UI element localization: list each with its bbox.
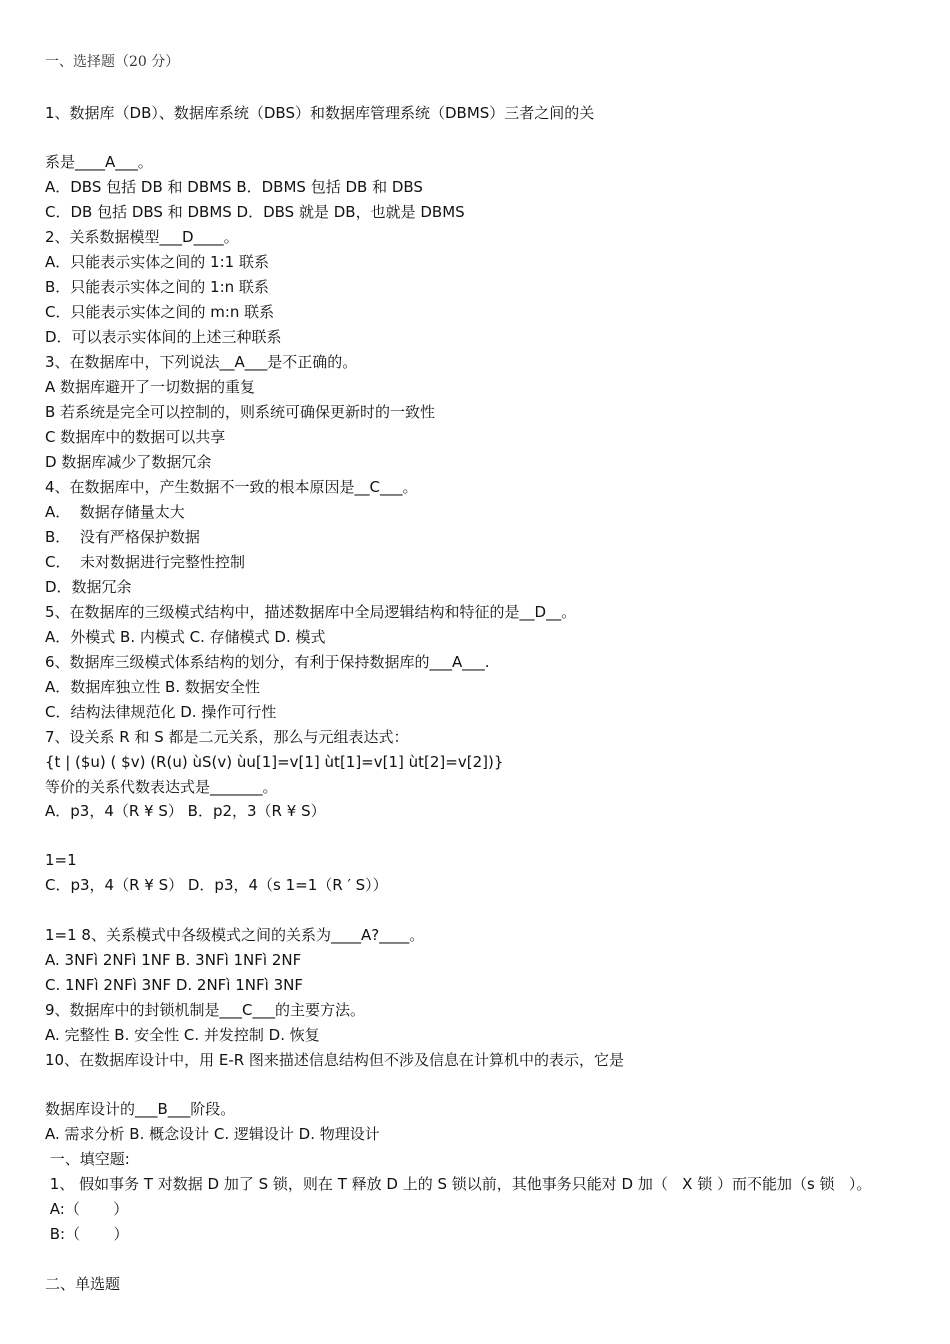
- text-line: C．DB 包括 DBS 和 DBMS D．DBS 就是 DB，也就是 DBMS: [45, 203, 465, 221]
- text-line: C．p3，4（R ¥ S） D．p3，4（s 1=1（R ′ S））: [45, 876, 388, 894]
- text-line: B．只能表示实体之间的 1:n 联系: [45, 278, 269, 296]
- text-line: A．p3，4（R ¥ S） B．p2，3（R ¥ S）: [45, 802, 326, 820]
- text-line: 3、在数据库中，下列说法__A___是不正确的。: [45, 353, 358, 371]
- text-line: C. 1NFì 2NFì 3NF D. 2NFì 1NFì 3NF: [45, 976, 303, 994]
- text-line: A．DBS 包括 DB 和 DBMS B．DBMS 包括 DB 和 DBS: [45, 178, 423, 196]
- text-line: D．可以表示实体间的上述三种联系: [45, 328, 282, 346]
- text-line: A 数据库避开了一切数据的重复: [45, 378, 256, 396]
- text-line: 5、在数据库的三级模式结构中，描述数据库中全局逻辑结构和特征的是__D__。: [45, 603, 577, 621]
- text-line: A. 完整性 B. 安全性 C. 并发控制 D. 恢复: [45, 1026, 320, 1044]
- text-line: 7、设关系 R 和 S 都是二元关系，那么与元组表达式：: [45, 728, 409, 746]
- text-line: 6、数据库三级模式体系结构的划分，有利于保持数据库的___A___.: [45, 653, 490, 671]
- text-line: {t | ($u) ( $v) (R(u) ùS(v) ùu[1]=v[1] ùt[1]=v[1] ùt[2]=v[2])}: [45, 753, 504, 771]
- text-line: A:（ ）: [45, 1200, 129, 1218]
- text-line: 4、在数据库中，产生数据不一致的根本原因是__C___。: [45, 478, 418, 496]
- text-line: A. 需求分析 B. 概念设计 C. 逻辑设计 D. 物理设计: [45, 1125, 380, 1143]
- text-line: D．数据冗余: [45, 578, 132, 596]
- text-line: A．外模式 B. 内模式 C. 存储模式 D. 模式: [45, 628, 326, 646]
- text-line: 1=1: [45, 851, 77, 869]
- text-line: 2、关系数据模型___D____。: [45, 228, 239, 246]
- text-line: 9、数据库中的封锁机制是___C___的主要方法。: [45, 1001, 366, 1019]
- text-line: 系是____A___。: [45, 153, 153, 171]
- text-line: 1、 假如事务 T 对数据 D 加了 S 锁，则在 T 释放 D 上的 S 锁以前，其他事务只能对 D 加（ X 锁 ）而不能加（s 锁 ）。: [45, 1175, 872, 1193]
- text-line: C．只能表示实体之间的 m:n 联系: [45, 303, 275, 321]
- text-line: B 若系统是完全可以控制的，则系统可确保更新时的一致性: [45, 403, 436, 421]
- text-line: B:（ ）: [45, 1225, 129, 1243]
- text-line: 数据库设计的___B___阶段。: [45, 1100, 236, 1118]
- text-line: A． 数据存储量太大: [45, 503, 185, 521]
- text-line: A．只能表示实体之间的 1:1 联系: [45, 253, 269, 271]
- text-line: 一、填空题:: [45, 1150, 130, 1168]
- text-line: 二、单选题: [45, 1275, 121, 1293]
- text-line: C． 未对数据进行完整性控制: [45, 553, 246, 571]
- text-line: 等价的关系代数表达式是_______。: [45, 778, 278, 796]
- text-line: 1、数据库（DB）、数据库系统（DBS）和数据库管理系统（DBMS）三者之间的关: [45, 104, 595, 122]
- text-line: A. 3NFì 2NFì 1NF B. 3NFì 1NFì 2NF: [45, 951, 302, 969]
- text-line: B． 没有严格保护数据: [45, 528, 200, 546]
- text-line: A．数据库独立性 B. 数据安全性: [45, 678, 260, 696]
- text-line: C．结构法律规范化 D. 操作可行性: [45, 703, 277, 721]
- text-line: C 数据库中的数据可以共享: [45, 428, 226, 446]
- text-line: D 数据库减少了数据冗余: [45, 453, 212, 471]
- text-line: 10、在数据库设计中，用 E-R 图来描述信息结构但不涉及信息在计算机中的表示，它是: [45, 1051, 624, 1069]
- text-line: 1=1 8、关系模式中各级模式之间的关系为____A?____。: [45, 926, 425, 944]
- text-line: 一、选择题（20 分）: [45, 54, 180, 70]
